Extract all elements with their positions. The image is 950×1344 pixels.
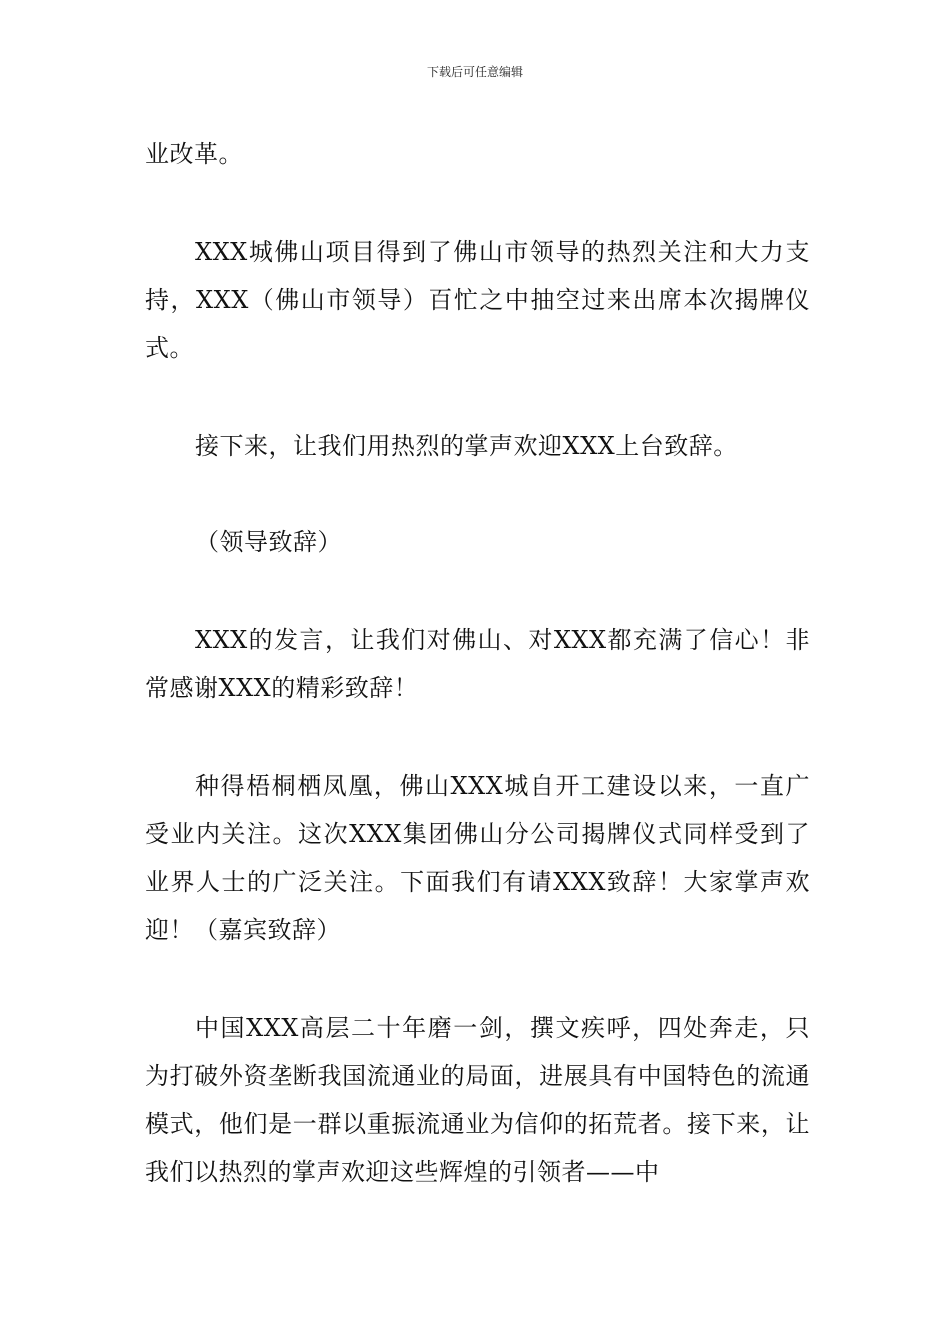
paragraph-guest-invitation: 种得梧桐栖凤凰，佛山XXX城自开工建设以来，一直广受业内关注。这次XXX集团佛山分公司揭牌仪式同样受到了业界人士的广泛关注。下面我们有请XXX致辞！大家掌声欢迎！（嘉宾致辞） (145, 772, 810, 944)
paragraph-welcome-speech: 接下来，让我们用热烈的掌声欢迎XXX上台致辞。 (195, 432, 738, 460)
paragraph-continuation: 业改革。 (145, 140, 243, 168)
document-body (145, 130, 810, 1196)
paragraph-leader-speech-note: （领导致辞） (195, 528, 342, 556)
paragraph-pioneers: 中国XXX高层二十年磨一剑，撰文疾呼，四处奔走，只为打破外资垄断我国流通业的局面，进展具有中国特色的流通模式，他们是一群以重振流通业为信仰的拓荒者。接下来，让我们以热烈的掌声欢迎这些辉煌的引领者——中 (145, 1014, 810, 1186)
paragraph-thanks: XXX的发言，让我们对佛山、对XXX都充满了信心！非常感谢XXX的精彩致辞！ (145, 626, 810, 702)
paragraph-project-support: XXX城佛山项目得到了佛山市领导的热烈关注和大力支持，XXX（佛山市领导）百忙之中抽空过来出席本次揭牌仪式。 (145, 238, 810, 362)
page-header: 下载后可任意编辑 (426, 65, 523, 79)
